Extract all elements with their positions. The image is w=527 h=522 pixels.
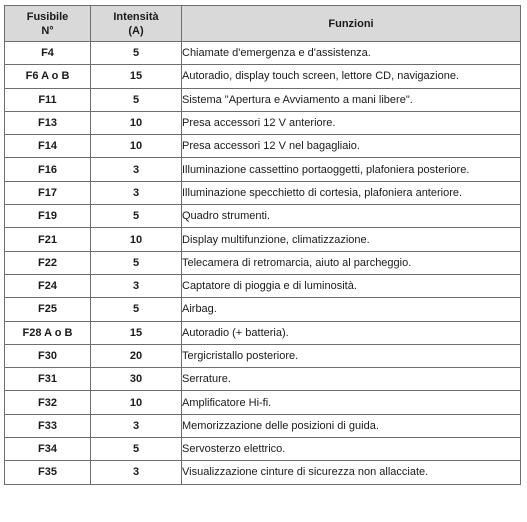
table-row xyxy=(5,461,521,484)
function-cell: Autoradio, display touch screen, lettore CD, navigazione. xyxy=(182,65,521,88)
header-amp-line1: Intensità xyxy=(113,10,159,23)
amperage-cell: 30 xyxy=(91,368,182,391)
function-cell: Presa accessori 12 V anteriore. xyxy=(182,111,521,134)
amperage-cell: 3 xyxy=(91,461,182,484)
table-row xyxy=(5,391,521,414)
table-header xyxy=(5,6,521,42)
fuse-number-cell: F34 xyxy=(5,438,91,461)
function-cell: Sistema "Apertura e Avviamento a mani libere". xyxy=(182,88,521,111)
table-row xyxy=(5,65,521,88)
table-row xyxy=(5,298,521,321)
table-row xyxy=(5,228,521,251)
amperage-cell: 15 xyxy=(91,321,182,344)
header-fuse-line1: Fusibile xyxy=(26,10,69,23)
amperage-cell: 3 xyxy=(91,181,182,204)
function-cell: Telecamera di retromarcia, aiuto al parcheggio. xyxy=(182,251,521,274)
table-row xyxy=(5,344,521,367)
fuse-number-cell: F16 xyxy=(5,158,91,181)
header-fuse-number xyxy=(5,6,91,42)
function-cell: Servosterzo elettrico. xyxy=(182,438,521,461)
header-fuse-line2: N° xyxy=(41,24,54,37)
fuse-number-cell: F19 xyxy=(5,205,91,228)
amperage-cell: 10 xyxy=(91,228,182,251)
fuse-number-cell: F31 xyxy=(5,368,91,391)
function-cell: Display multifunzione, climatizzazione. xyxy=(182,228,521,251)
table-row xyxy=(5,111,521,134)
table-body xyxy=(5,42,521,485)
function-cell: Memorizzazione delle posizioni di guida. xyxy=(182,414,521,437)
function-cell: Quadro strumenti. xyxy=(182,205,521,228)
amperage-cell: 3 xyxy=(91,414,182,437)
table-row xyxy=(5,135,521,158)
function-cell: Tergicristallo posteriore. xyxy=(182,344,521,367)
function-cell: Serrature. xyxy=(182,368,521,391)
table-row xyxy=(5,274,521,297)
fuse-number-cell: F24 xyxy=(5,274,91,297)
header-row xyxy=(5,6,521,42)
function-cell: Illuminazione cassettino portaoggetti, plafoniera posteriore. xyxy=(182,158,521,181)
fuse-number-cell: F13 xyxy=(5,111,91,134)
table-row xyxy=(5,205,521,228)
fuse-number-cell: F14 xyxy=(5,135,91,158)
fuse-number-cell: F35 xyxy=(5,461,91,484)
fuse-number-cell: F11 xyxy=(5,88,91,111)
amperage-cell: 3 xyxy=(91,274,182,297)
function-cell: Amplificatore Hi-fi. xyxy=(182,391,521,414)
fuse-number-cell: F21 xyxy=(5,228,91,251)
table-row xyxy=(5,251,521,274)
amperage-cell: 5 xyxy=(91,205,182,228)
table-row xyxy=(5,414,521,437)
table-row xyxy=(5,438,521,461)
header-functions: Funzioni xyxy=(182,6,521,42)
function-cell: Airbag. xyxy=(182,298,521,321)
table-row xyxy=(5,88,521,111)
function-cell: Chiamate d'emergenza e d'assistenza. xyxy=(182,42,521,65)
amperage-cell: 15 xyxy=(91,65,182,88)
table-row xyxy=(5,181,521,204)
function-cell: Visualizzazione cinture di sicurezza non allacciate. xyxy=(182,461,521,484)
amperage-cell: 10 xyxy=(91,135,182,158)
fuse-number-cell: F30 xyxy=(5,344,91,367)
amperage-cell: 10 xyxy=(91,111,182,134)
amperage-cell: 5 xyxy=(91,42,182,65)
amperage-cell: 5 xyxy=(91,88,182,111)
function-cell: Autoradio (+ batteria). xyxy=(182,321,521,344)
fuse-number-cell: F4 xyxy=(5,42,91,65)
fuse-number-cell: F32 xyxy=(5,391,91,414)
function-cell: Captatore di pioggia e di luminosità. xyxy=(182,274,521,297)
header-amperage xyxy=(91,6,182,42)
fuse-number-cell: F6 A o B xyxy=(5,65,91,88)
amperage-cell: 5 xyxy=(91,438,182,461)
table-row xyxy=(5,321,521,344)
fuse-number-cell: F17 xyxy=(5,181,91,204)
table-row xyxy=(5,158,521,181)
table-row xyxy=(5,42,521,65)
fuse-number-cell: F25 xyxy=(5,298,91,321)
amperage-cell: 10 xyxy=(91,391,182,414)
table-row xyxy=(5,368,521,391)
fuse-number-cell: F33 xyxy=(5,414,91,437)
fuse-table xyxy=(4,5,521,485)
fuse-number-cell: F28 A o B xyxy=(5,321,91,344)
function-cell: Presa accessori 12 V nel bagagliaio. xyxy=(182,135,521,158)
function-cell: Illuminazione specchietto di cortesia, plafoniera anteriore. xyxy=(182,181,521,204)
amperage-cell: 5 xyxy=(91,251,182,274)
header-amp-line2: (A) xyxy=(128,24,144,37)
amperage-cell: 3 xyxy=(91,158,182,181)
amperage-cell: 5 xyxy=(91,298,182,321)
fuse-number-cell: F22 xyxy=(5,251,91,274)
amperage-cell: 20 xyxy=(91,344,182,367)
